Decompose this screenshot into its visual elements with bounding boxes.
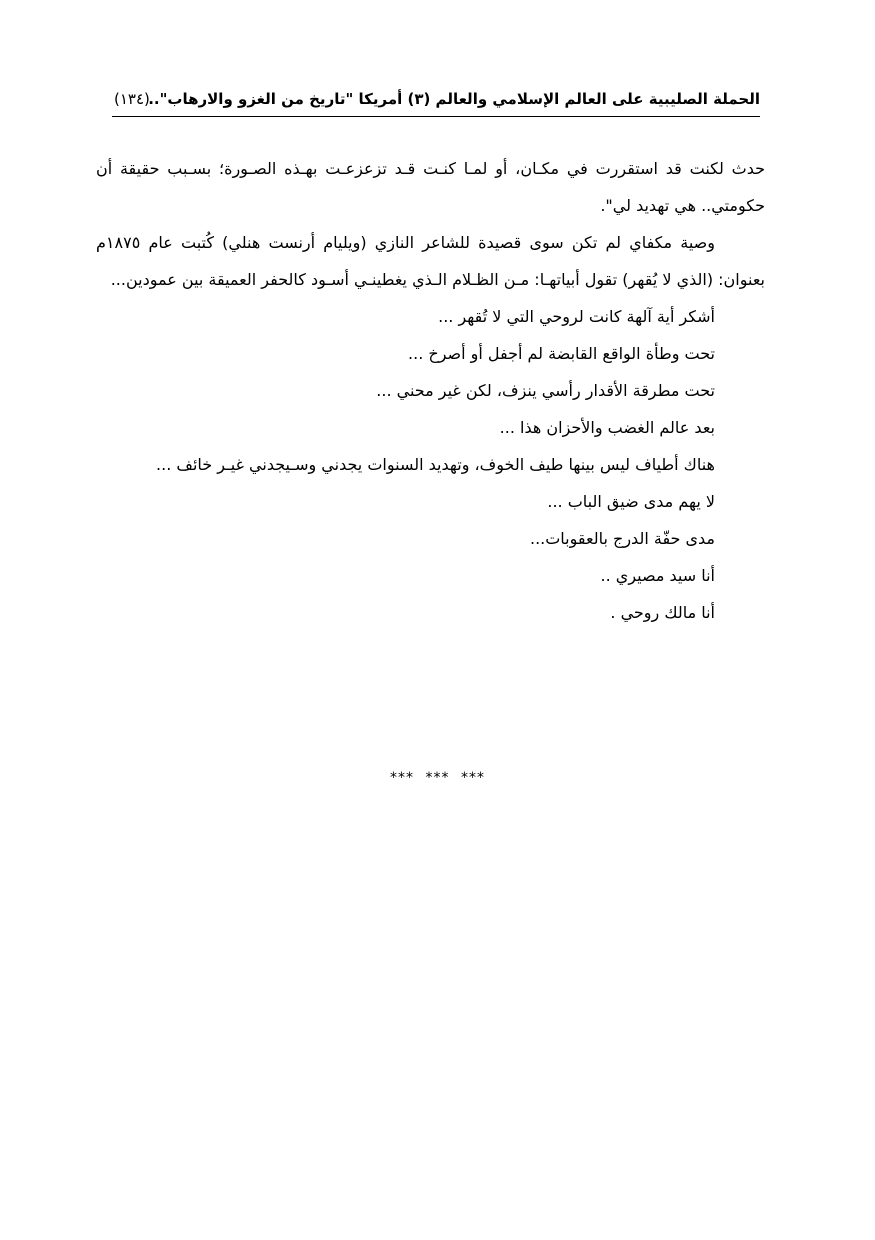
poem-line-8: أنا مالك روحي . xyxy=(610,603,715,622)
body-text xyxy=(96,150,765,631)
header-title: الحملة الصليبية على العالم الإسلامي والعالم (٣) أمريكا "تاريخ من الغزو والارهاب".. xyxy=(148,90,760,108)
poem-line-2: تحت وطأة الواقع القابضة لم أجفل أو أصرخ ... xyxy=(408,344,715,363)
poem-line-4: بعد عالم الغضب والأحزان هذا ... xyxy=(499,418,715,437)
paragraph-2: وصية مكفاي لم تكن سوى قصيدة للشاعر النازي (ويليام أرنست هنلي) كُتبت عام ١٨٧٥م بعنوان: (الذي لا يُقهر) تقول أبياتهـا: مـن الظـلام الـذي يغطينـي أسـود كالحفر العميقة بين عمودين... xyxy=(96,233,765,289)
poem-line-5: لا يهم مدى ضيق الباب ... xyxy=(547,492,715,511)
section-separator: *** *** *** xyxy=(390,770,485,786)
page-number: (١٣٤) xyxy=(114,90,150,108)
paragraph-1: حدث لكنت قد استقررت في مكـان، أو لمـا كنـت قـد تزعزعـت بهـذه الصـورة؛ بسـبب حقيقة أن حكومتي.. هي تهديد لي". xyxy=(96,159,765,215)
poem-line-6: مدى حفّة الدرج بالعقوبات... xyxy=(529,529,715,548)
poem-line-3: تحت مطرقة الأقدار رأسي ينزف، لكن غير محني ... xyxy=(376,381,715,400)
poem-line-1: أشكر أية آلهة كانت لروحي التي لا تُقهر ... xyxy=(438,307,715,326)
page-header xyxy=(112,88,760,117)
poem-line-7: أنا سيد مصيري .. xyxy=(600,566,715,585)
paragraph-3: هناك أطياف ليس بينها طيف الخوف، وتهديد السنوات يجدني وسـيجدني غيـر خائف ... xyxy=(156,455,715,474)
